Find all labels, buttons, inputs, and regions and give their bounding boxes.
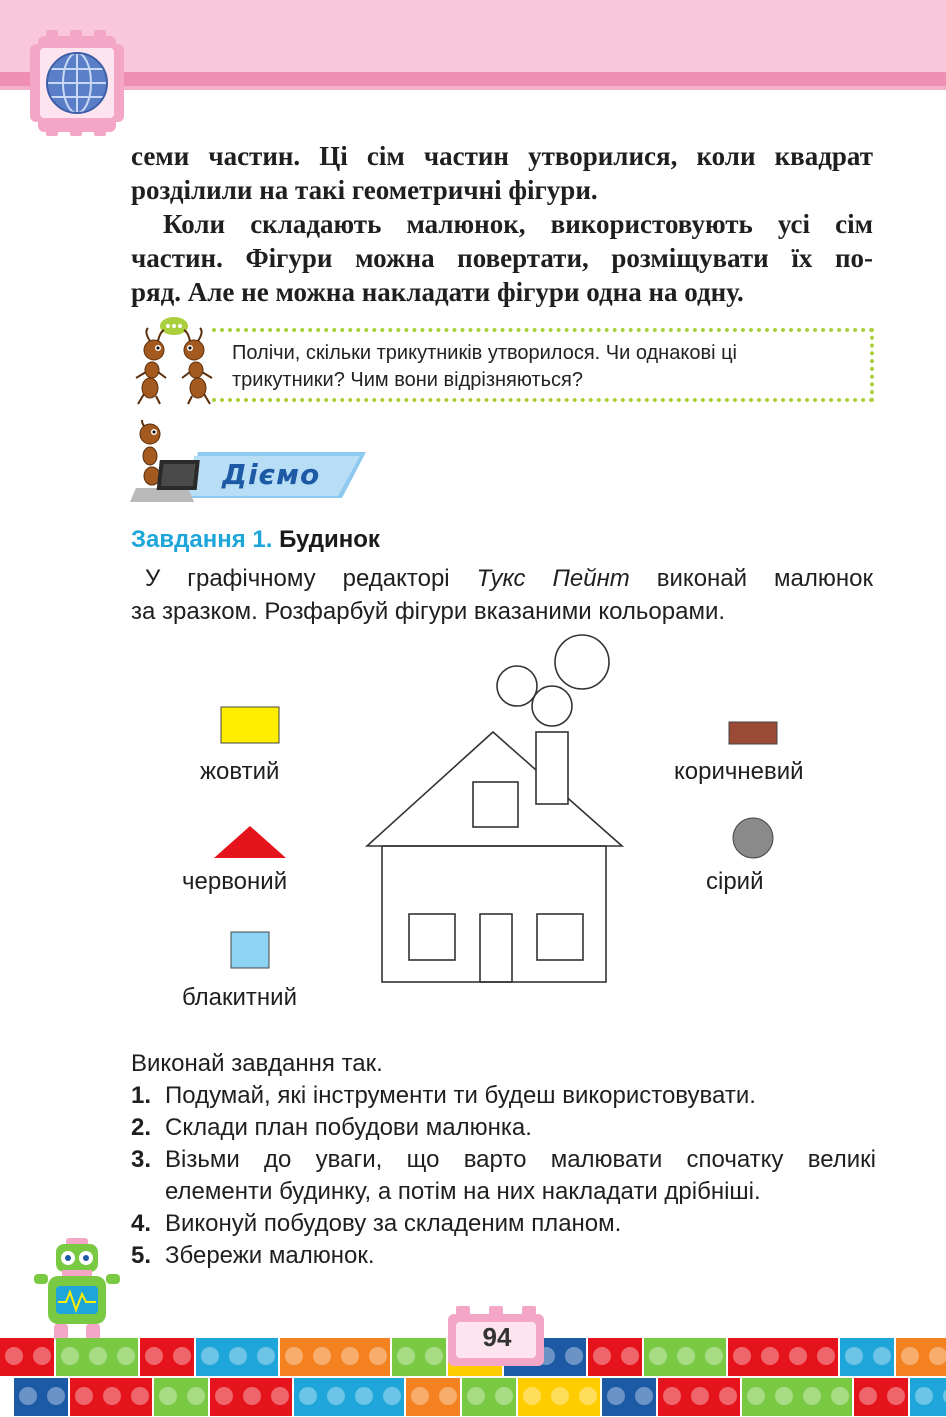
header-stripe-light bbox=[0, 86, 946, 90]
lego-stud bbox=[75, 1387, 93, 1405]
label-red: червоний bbox=[182, 868, 288, 895]
lego-stud bbox=[131, 1387, 149, 1405]
robot-icon bbox=[32, 1236, 122, 1346]
steps-list bbox=[131, 1048, 876, 1272]
header-band bbox=[0, 0, 946, 76]
section-header-title: Дiємо bbox=[222, 458, 321, 491]
lego-stud bbox=[439, 1387, 457, 1405]
tip-text bbox=[232, 340, 872, 394]
lego-stud bbox=[733, 1347, 751, 1365]
lego-stud bbox=[299, 1387, 317, 1405]
page-number: 94 bbox=[482, 1322, 512, 1352]
paragraph-line: семи частин. Ці сім частин утворилися, коли квадрат bbox=[131, 141, 873, 171]
lego-stud bbox=[173, 1347, 191, 1365]
door bbox=[480, 914, 512, 982]
lego-stud bbox=[607, 1387, 625, 1405]
lego-stud bbox=[495, 1387, 513, 1405]
lego-stud bbox=[243, 1387, 261, 1405]
header-stripe bbox=[0, 72, 946, 86]
smoke-circle bbox=[532, 686, 572, 726]
tip-line: трикутники? Чим вони відрізняються? bbox=[232, 369, 583, 391]
lego-stud bbox=[257, 1347, 275, 1365]
paragraph-line: ряд. Але не можна накладати фігури одна на одну. bbox=[131, 277, 744, 307]
paragraph-rules bbox=[131, 207, 873, 309]
brown-rectangle bbox=[729, 722, 777, 744]
lego-stud bbox=[677, 1347, 695, 1365]
label-yellow: жовтий bbox=[200, 758, 280, 785]
lego-stud bbox=[523, 1387, 541, 1405]
task-number: Завдання 1. bbox=[131, 526, 273, 553]
ants-icon bbox=[130, 316, 218, 406]
step-text: Подумай, які інструменти ти будеш використовувати. bbox=[165, 1082, 756, 1109]
lego-stud bbox=[397, 1347, 415, 1365]
chimney bbox=[536, 732, 568, 804]
globe-icon bbox=[20, 26, 134, 140]
lego-stud bbox=[411, 1387, 429, 1405]
roof-triangle bbox=[367, 732, 622, 846]
lego-stud bbox=[383, 1387, 401, 1405]
task-line: за зразком. Розфарбуй фігури вказаними кольорами. bbox=[131, 598, 726, 625]
lego-stud bbox=[271, 1387, 289, 1405]
lego-stud bbox=[33, 1347, 51, 1365]
step-text: Склади план побудови малюнка. bbox=[165, 1114, 532, 1141]
lego-stud bbox=[887, 1387, 905, 1405]
label-brown: коричневий bbox=[674, 758, 804, 785]
lego-stud bbox=[89, 1347, 107, 1365]
task-line bbox=[131, 562, 873, 595]
lego-stud bbox=[341, 1347, 359, 1365]
lego-stud bbox=[327, 1387, 345, 1405]
lego-stud bbox=[635, 1387, 653, 1405]
lego-stud bbox=[145, 1347, 163, 1365]
lego-stud bbox=[551, 1387, 569, 1405]
lego-stud bbox=[229, 1347, 247, 1365]
list-item bbox=[131, 1112, 876, 1144]
step-text: елементи будинку, а потім на них накладати дрібніші. bbox=[165, 1178, 761, 1205]
lego-stud bbox=[845, 1347, 863, 1365]
task-name: Будинок bbox=[279, 526, 380, 553]
house-drawing bbox=[180, 632, 840, 1012]
smoke-circle bbox=[497, 666, 537, 706]
lego-stud bbox=[201, 1347, 219, 1365]
step-number: 4. bbox=[131, 1210, 152, 1237]
step-number: 5. bbox=[131, 1242, 152, 1269]
lego-stud bbox=[159, 1387, 177, 1405]
right-window bbox=[537, 914, 583, 960]
task-line-part: виконай малюнок bbox=[629, 565, 873, 592]
lego-stud bbox=[747, 1387, 765, 1405]
lego-stud bbox=[369, 1347, 387, 1365]
tip-line: Полічи, скільки трикутників утворилося. Чи однакові ці bbox=[232, 342, 737, 364]
yellow-rectangle bbox=[221, 707, 279, 743]
step-text: Збережи малюнок. bbox=[165, 1242, 375, 1269]
paragraph-line: Коли складають малюнок, використовують усі сім bbox=[163, 209, 873, 239]
red-triangle bbox=[214, 826, 286, 858]
lego-stud bbox=[831, 1387, 849, 1405]
lego-stud bbox=[859, 1387, 877, 1405]
step-text: Візьми до уваги, що варто малювати спочатку великі bbox=[165, 1146, 876, 1173]
smoke-circle bbox=[555, 635, 609, 689]
app-name: Тукс Пейнт bbox=[476, 565, 630, 592]
step-number: 1. bbox=[131, 1082, 152, 1109]
lego-stud bbox=[621, 1347, 639, 1365]
lego-stud bbox=[719, 1387, 737, 1405]
task-title bbox=[131, 526, 380, 554]
lego-stud bbox=[915, 1387, 933, 1405]
list-item bbox=[131, 1240, 876, 1272]
paragraph-intro bbox=[131, 139, 873, 207]
lego-stud bbox=[103, 1387, 121, 1405]
list-item bbox=[131, 1080, 876, 1112]
step-number: 3. bbox=[131, 1146, 152, 1173]
lego-stud bbox=[61, 1347, 79, 1365]
attic-window bbox=[473, 782, 518, 827]
list-item bbox=[131, 1208, 876, 1240]
house-figure bbox=[180, 632, 840, 1012]
grey-circle bbox=[733, 818, 773, 858]
lego-stud bbox=[285, 1347, 303, 1365]
lego-stud bbox=[593, 1347, 611, 1365]
step-text: Виконуй побудову за складеним планом. bbox=[165, 1210, 622, 1237]
lego-stud bbox=[355, 1387, 373, 1405]
lego-stud bbox=[705, 1347, 723, 1365]
lego-stud bbox=[691, 1387, 709, 1405]
lego-stud bbox=[901, 1347, 919, 1365]
left-window bbox=[409, 914, 455, 960]
lego-stud bbox=[579, 1387, 597, 1405]
label-blue: блакитний bbox=[182, 984, 297, 1011]
list-item bbox=[131, 1144, 876, 1208]
label-grey: сірий bbox=[706, 868, 764, 895]
lego-stud bbox=[467, 1387, 485, 1405]
task-line-part: У графічному редакторі bbox=[145, 565, 477, 592]
task-description bbox=[131, 562, 873, 628]
lego-stud bbox=[873, 1347, 891, 1365]
lego-stud bbox=[313, 1347, 331, 1365]
lego-stud bbox=[817, 1347, 835, 1365]
lego-stud bbox=[761, 1347, 779, 1365]
lego-stud bbox=[5, 1347, 23, 1365]
lego-stud bbox=[649, 1347, 667, 1365]
lego-stud bbox=[663, 1387, 681, 1405]
lego-stud bbox=[803, 1387, 821, 1405]
lego-stud bbox=[789, 1347, 807, 1365]
lego-stud bbox=[565, 1347, 583, 1365]
step-number: 2. bbox=[131, 1114, 152, 1141]
steps-intro: Виконай завдання так. bbox=[131, 1050, 383, 1077]
lego-stud bbox=[215, 1387, 233, 1405]
paragraph-line: частин. Фігури можна повертати, розміщувати їх по- bbox=[131, 243, 873, 273]
lego-stud bbox=[19, 1387, 37, 1405]
light-blue-square bbox=[231, 932, 269, 968]
lego-stud bbox=[47, 1387, 65, 1405]
lego-stud bbox=[775, 1387, 793, 1405]
lego-stud bbox=[187, 1387, 205, 1405]
lego-stud bbox=[117, 1347, 135, 1365]
paragraph-line: розділили на такі геометричні фігури. bbox=[131, 175, 598, 205]
